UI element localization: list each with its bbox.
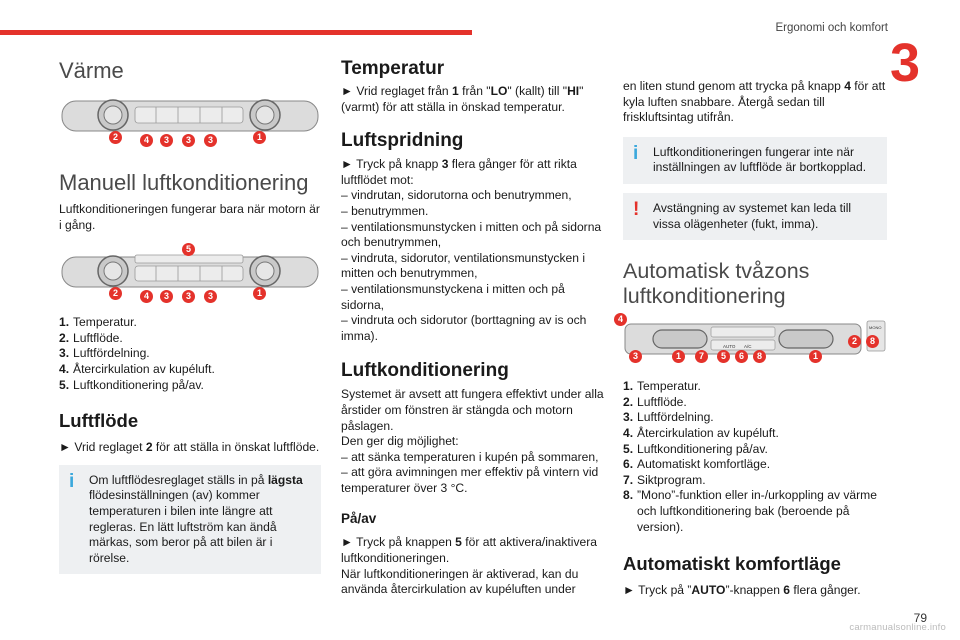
callout-badge: 1: [672, 350, 685, 363]
callout-badge: 3: [160, 134, 173, 147]
ac-text: – att sänka temperaturen i kupén på sommaren,: [341, 449, 599, 464]
callout-badge: 5: [717, 350, 730, 363]
legend-item: 6. Automatiskt komfortläge.: [623, 457, 771, 472]
column-3: [617, 79, 887, 599]
legend-item: 2. Luftflöde.: [59, 330, 123, 345]
callout-badge: 1: [253, 131, 266, 144]
section-title-ac: Luftkonditionering: [341, 360, 509, 382]
ac-text: Systemet är avsett att fungera effektivt under alla årstider om fönstren är stängda och motorn påslagen.: [341, 387, 604, 433]
callout-badge: 5: [182, 243, 195, 256]
legend-item: 3. Luftfördelning.: [623, 410, 714, 425]
legend-item: 4. Återcirkulation av kupéluft.: [59, 361, 215, 376]
section-title-heat: Värme: [59, 58, 124, 83]
manual-intro: Luftkonditioneringen fungerar bara när motorn är i gång.: [59, 202, 320, 232]
column-2: [341, 58, 604, 598]
callout-badge: 6: [735, 350, 748, 363]
distribution-option: – benutrymmen.: [341, 203, 429, 218]
callout-badge: 3: [629, 350, 642, 363]
callout-badge: 4: [140, 290, 153, 303]
info-note: i Om luftflödesreglaget ställs in på lägsta flödesinställningen (av) kommer temperaturen i bilen inte längre att regleras. En lätt luftström kan ändå märkas, som beror på att bilen är i rörelse.: [59, 465, 321, 575]
distribution-option: – ventilationsmunstycken i mitten och på sidorna och benutrymmen,: [341, 219, 602, 250]
section-title-onoff: På/av: [341, 511, 377, 527]
ac-label: A/C: [744, 344, 752, 350]
legend-list: [623, 379, 887, 535]
auto-label: AUTO: [723, 344, 736, 350]
legend-item: 3. Luftfördelning.: [59, 346, 150, 361]
callout-badge: 8: [753, 350, 766, 363]
legend-item: 5. Luftkonditionering på/av.: [59, 377, 204, 392]
info-note: i Luftkonditioneringen fungerar inte när inställningen av luftflöde är bortkopplad.: [623, 137, 887, 184]
callout-badge: 1: [253, 287, 266, 300]
control-panel-manual: [59, 243, 321, 301]
warning-icon: !: [633, 198, 640, 220]
ac-text: – att göra avimningen mer effektiv på vintern vid temperaturer över 3 °C.: [341, 465, 599, 495]
comfort-instruction: ► Tryck på ”AUTO”-knappen 6 flera gånger.: [623, 583, 861, 598]
section-title-distribution: Luftspridning: [341, 130, 464, 152]
ac-text: Den ger dig möjlighet:: [341, 434, 459, 449]
onoff-instruction: ► Tryck på knappen 5 för att aktivera/inaktivera luftkonditioneringen.: [341, 535, 597, 566]
info-icon: i: [69, 470, 75, 492]
callout-badge: 3: [204, 134, 217, 147]
onoff-text: När luftkonditioneringen är aktiverad, kan du använda återcirkulation av kupéluften under: [341, 566, 579, 597]
legend-item: 2. Luftflöde.: [623, 394, 687, 409]
legend-item: 8. ”Mono”-funktion eller in-/urkoppling av värme och luftkonditionering bak (beroende på version).: [623, 488, 877, 534]
distribution-option: – vindruta, sidorutor, ventilationsmunstycken i mitten och benutrymmen,: [341, 250, 586, 281]
callout-badge: 2: [109, 131, 122, 144]
legend-item: 1. Temperatur.: [623, 379, 701, 394]
section-title-airflow: Luftflöde: [59, 410, 139, 432]
callout-badge: 7: [695, 350, 708, 363]
panel-illustration: [59, 93, 321, 137]
callout-badge: 4: [614, 313, 627, 326]
legend-item: 4. Återcirkulation av kupéluft.: [623, 425, 779, 440]
callout-badge: 3: [182, 134, 195, 147]
section-title-comfort: Automatiskt komfortläge: [623, 553, 841, 575]
legend-list: [59, 315, 321, 393]
section-title-temperature: Temperatur: [341, 58, 445, 79]
chapter-title: Ergonomi och komfort: [775, 22, 888, 34]
distribution-option: – vindruta och sidorutor (borttagning av is och imma).: [341, 313, 587, 343]
section-title-auto-ac: Automatisk tvåzons luftkonditionering: [623, 259, 810, 309]
legend-item: 7. Siktprogram.: [623, 472, 706, 487]
control-panel-heat: [59, 93, 321, 153]
callout-badge: 3: [160, 290, 173, 303]
distribution-option: – ventilationsmunstyckena i mitten och på sidorna,: [341, 281, 565, 312]
control-panel-auto: [617, 314, 887, 375]
page-number: 79: [913, 611, 927, 625]
mono-label: MONO: [869, 325, 882, 331]
warning-note: ! Avstängning av systemet kan leda till vissa olägenheter (fukt, imma).: [623, 193, 887, 240]
chapter-number: 3: [889, 33, 920, 93]
info-icon: i: [633, 142, 639, 164]
callout-badge: 1: [809, 350, 822, 363]
callout-badge: 4: [140, 134, 153, 147]
column-1: [59, 58, 321, 574]
temperature-instruction: ► Vrid reglaget från 1 från "LO" (kallt) till "HI" (varmt) för att ställa in önskad temperatur.: [341, 84, 584, 114]
legend-item: 1. Temperatur.: [59, 315, 137, 330]
callout-badge: 3: [204, 290, 217, 303]
callout-badge: 2: [109, 287, 122, 300]
callout-badge: 3: [182, 290, 195, 303]
legend-item: 5. Luftkonditionering på/av.: [623, 441, 768, 456]
distribution-option: – vindrutan, sidorutorna och benutrymmen,: [341, 188, 572, 203]
callout-badge: 2: [848, 335, 861, 348]
callout-badge: 8: [866, 335, 879, 348]
section-title-manual-ac: Manuell luftkonditionering: [59, 170, 309, 195]
header-accent-bar: [0, 30, 472, 35]
watermark: carmanualsonline.info: [849, 622, 946, 633]
airflow-instruction: ► Vrid reglaget 2 för att ställa in önskat luftflöde.: [59, 440, 320, 455]
recirculation-continued: en liten stund genom att trycka på knapp 4 för att kyla luften snabbare. Återgå sedan till friskluftsintag utifrån.: [623, 79, 886, 125]
distribution-instruction: ► Tryck på knapp 3 flera gånger för att rikta luftflödet mot:: [341, 157, 577, 187]
